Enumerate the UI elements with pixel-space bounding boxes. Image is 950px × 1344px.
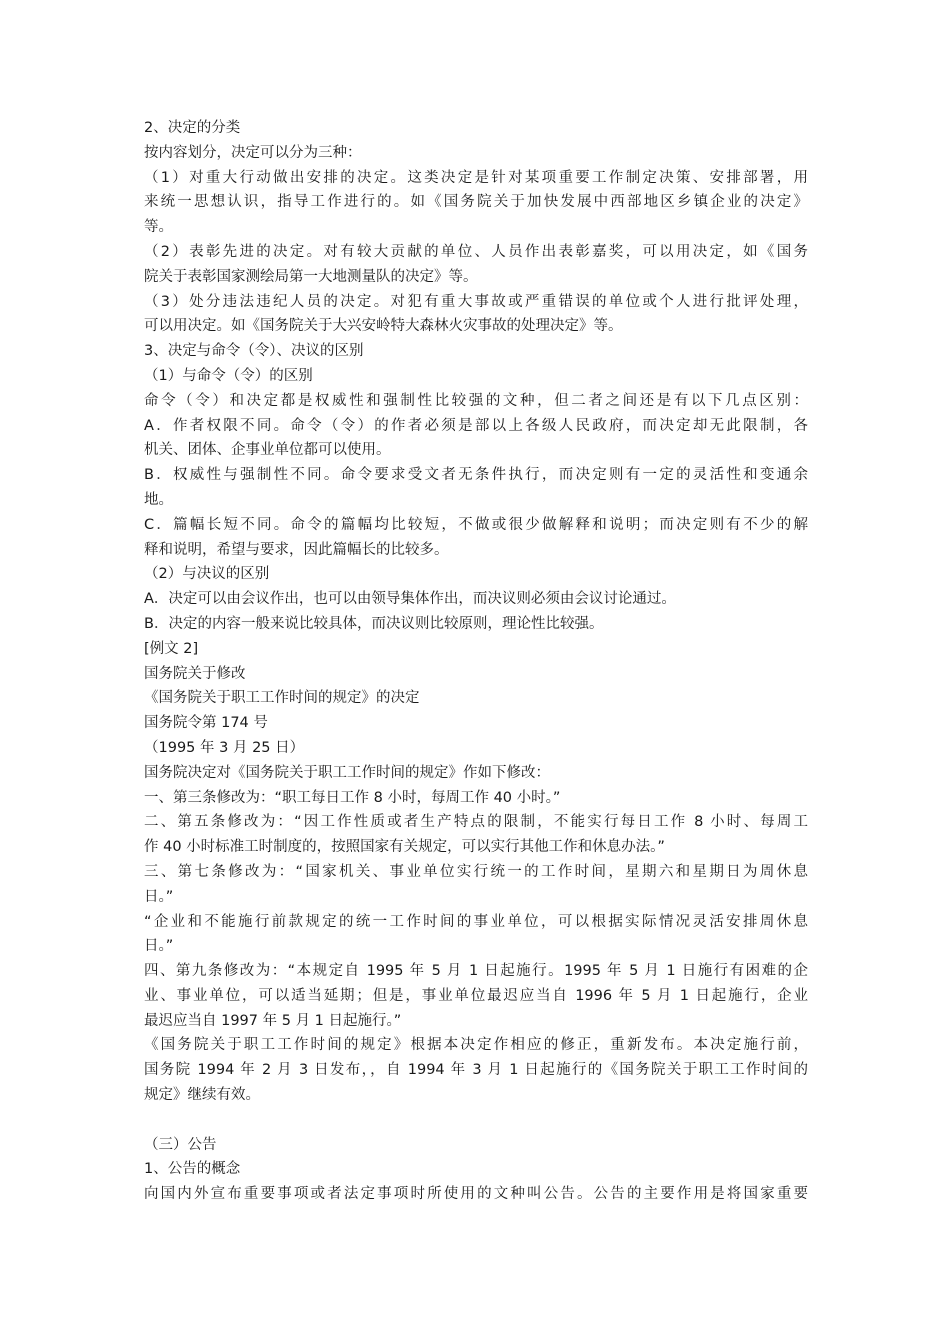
text-line: 国务院关于修改: [144, 665, 246, 682]
text-line: 业、事业单位，可以适当延期；但是，事业单位最迟应当自 1996 年 5 月 1 日起施行，企业: [144, 987, 808, 1004]
text-line: （2）表彰先进的决定。对有较大贡献的单位、人员作出表彰嘉奖，可以用决定，如《国务: [144, 243, 808, 260]
text-line: 规定》继续有效。: [144, 1087, 260, 1104]
text-line: 释和说明，希望与要求，因此篇幅长的比较多。: [144, 541, 449, 558]
text-line: （1）与命令（令）的区别: [144, 367, 313, 384]
text-line: （1995 年 3 月 25 日）: [144, 739, 305, 756]
text-line: 三、第七条修改为：“国家机关、事业单位实行统一的工作时间，星期六和星期日为周休息: [144, 863, 808, 880]
text-line: 日。”: [144, 888, 174, 905]
text-line: A．作者权限不同。命令（令）的作者必须是部以上各级人民政府，而决定却无此限制，各: [144, 417, 808, 434]
text-line: 《国务院关于职工工作时间的规定》的决定: [144, 690, 420, 707]
text-line: 来统一思想认识，指导工作进行的。如《国务院关于加快发展中西部地区乡镇企业的决定》: [144, 194, 808, 211]
text-line: 国务院令第 174 号: [144, 715, 268, 732]
text-line: （1）对重大行动做出安排的决定。这类决定是针对某项重要工作制定决策、安排部署，用: [144, 169, 808, 186]
text-line: C．篇幅长短不同。命令的篇幅均比较短，不做或很少做解释和说明；而决定则有不少的解: [144, 516, 808, 533]
text-line: （3）处分违法违纪人员的决定。对犯有重大事故或严重错误的单位或个人进行批评处理，: [144, 293, 808, 310]
text-line: 日。”: [144, 938, 174, 955]
text-line: 国务院 1994 年 2 月 3 日发布，，自 1994 年 3 月 1 日起施行的《国务院关于职工工作时间的: [144, 1062, 808, 1079]
text-line: （三）公告: [144, 1136, 217, 1153]
text-line: 1、公告的概念: [144, 1161, 241, 1178]
blank-line: [144, 1108, 808, 1133]
text-line: 等。: [144, 219, 173, 236]
text-line: 机关、团体、企事业单位都可以使用。: [144, 442, 391, 459]
text-line: 作 40 小时标准工时制度的，按照国家有关规定，可以实行其他工作和休息办法。”: [144, 839, 665, 856]
text-line: “企业和不能施行前款规定的统一工作时间的事业单位，可以根据实际情况灵活安排周休息: [144, 913, 808, 930]
text-line: 一、第三条修改为：“职工每日工作 8 小时，每周工作 40 小时。”: [144, 789, 561, 806]
text-line: 国务院决定对《国务院关于职工工作时间的规定》作如下修改：: [144, 764, 550, 781]
text-line: 3、决定与命令（令）、决议的区别: [144, 343, 364, 360]
text-line: 《国务院关于职工工作时间的规定》根据本决定作相应的修正，重新发布。本决定施行前，: [144, 1037, 808, 1054]
document-page: [144, 116, 808, 1207]
text-line: B．决定的内容一般来说比较具体，而决议则比较原则，理论性比较强。: [144, 615, 604, 632]
text-line: 2、决定的分类: [144, 120, 241, 136]
text-line: 院关于表彰国家测绘局第一大地测量队的决定》等。: [144, 268, 478, 285]
text-line: 按内容划分，决定可以分为三种：: [144, 144, 362, 161]
text-line: B．权威性与强制性不同。命令要求受文者无条件执行，而决定则有一定的灵活性和变通余: [144, 467, 808, 484]
text-line: 四、第九条修改为：“本规定自 1995 年 5 月 1 日起施行。1995 年 5 月 1 日施行有困难的企: [144, 963, 808, 980]
text-line: 命令（令）和决定都是权威性和强制性比较强的文种，但二者之间还是有以下几点区别：: [144, 392, 808, 409]
text-line: A．决定可以由会议作出，也可以由领导集体作出，而决议则必须由会议讨论通过。: [144, 591, 676, 608]
text-line: （2）与决议的区别: [144, 566, 270, 583]
text-line: 二、第五条修改为：“因工作性质或者生产特点的限制，不能实行每日工作 8 小时、每周工: [144, 814, 808, 831]
text-line: 可以用决定。如《国务院关于大兴安岭特大森林火灾事故的处理决定》等。: [144, 318, 623, 335]
text-line: 地。: [144, 491, 173, 508]
text-line: [例文 2]: [144, 640, 199, 657]
text-line: 最迟应当自 1997 年 5 月 1 日起施行。”: [144, 1012, 402, 1029]
text-line: 向国内外宣布重要事项或者法定事项时所使用的文种叫公告。公告的主要作用是将国家重要: [144, 1186, 808, 1203]
